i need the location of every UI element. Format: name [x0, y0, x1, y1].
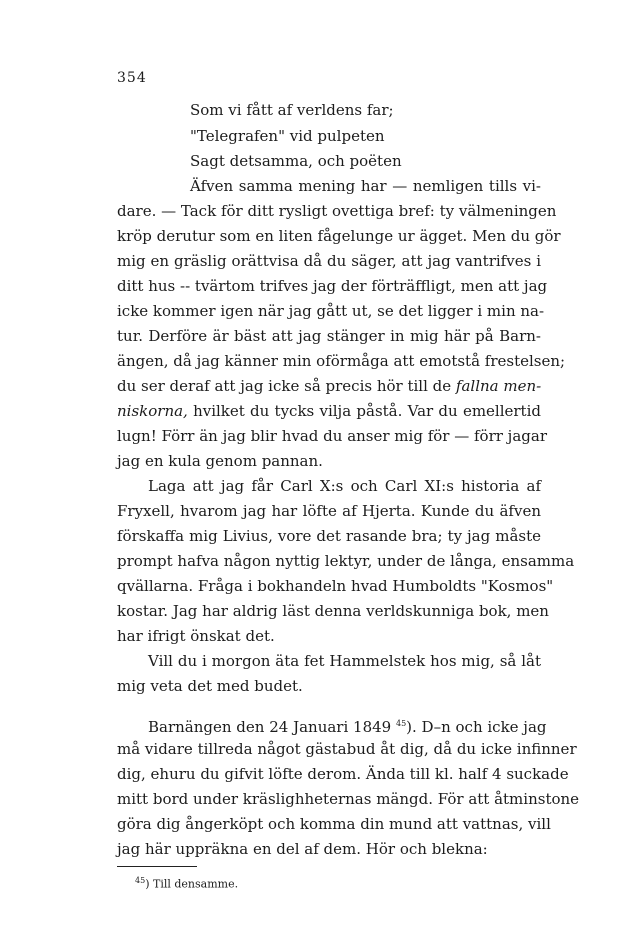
- text-line: mig veta det med budet.: [117, 677, 303, 695]
- text-line: må vidare tillreda något gästabud åt dig, då du icke infinner: [117, 740, 577, 758]
- text-line: du ser deraf att jag icke så precis hör till de fallna men-: [117, 377, 542, 395]
- text-line: mig en gräslig orättvisa då du säger, att jag vantrifves i: [117, 252, 541, 270]
- text-line: icke kommer igen när jag gått ut, se det ligger i min na-: [117, 302, 545, 320]
- text-line: Laga att jag får Carl X:s och Carl XI:s historia af: [148, 477, 541, 495]
- verse-line: Äfven samma mening har — nemligen tills vi-: [190, 177, 541, 195]
- text-line: dig, ehuru du gifvit löfte derom. Ända till kl. half 4 suckade: [117, 765, 569, 783]
- verse-line: Sagt detsamma, och poëten: [190, 152, 402, 170]
- verse-line: Som vi fått af verldens far;: [190, 101, 394, 119]
- text-line: kostar. Jag har aldrig läst denna verldskunniga bok, men: [117, 602, 549, 620]
- footnote-reference: 45: [395, 719, 407, 728]
- text-line: kröp derutur som en liten fågelunge ur ägget. Men du gör: [117, 227, 561, 245]
- text-line: niskorna, hvilket du tycks vilja påstå. Var du emellertid: [117, 402, 541, 420]
- text-line: jag en kula genom pannan.: [117, 452, 323, 470]
- text-line: förskaffa mig Livius, vore det rasande bra; ty jag måste: [117, 527, 541, 545]
- text-line: ditt hus -- tvärtom trifves jag der förträffligt, men att jag: [117, 277, 548, 295]
- text-line: qvällarna. Fråga i bokhandeln hvad Humboldts "Kosmos": [117, 577, 554, 595]
- text-line: göra dig ångerköpt och komma din mund att vattnas, vill: [117, 815, 551, 833]
- footnote-divider: [117, 866, 197, 867]
- text-line: Barnängen den 24 Januari 1849 $^{45}$). D–n och icke jag: [148, 718, 547, 736]
- text-line: Fryxell, hvarom jag har löfte af Hjerta. Kunde du äfven: [117, 502, 541, 520]
- italic-phrase: fallna men-: [455, 377, 542, 395]
- text-line: Vill du i morgon äta fet Hammelstek hos mig, så låt: [148, 652, 541, 670]
- text-line: jag här uppräkna en del af dem. Hör och blekna:: [117, 840, 488, 858]
- text-line: ängen, då jag känner min oförmåga att emotstå frestelsen;: [117, 352, 566, 370]
- text-line: dare. — Tack för ditt rysligt ovettiga bref: ty välmeningen: [117, 202, 557, 220]
- text-line: lugn! Förr än jag blir hvad du anser mig för — förr jagar: [117, 427, 547, 445]
- text-line: mitt bord under kräslighheternas mängd. För att åtminstone: [117, 790, 580, 808]
- text-line: har ifrigt önskat det.: [117, 627, 275, 645]
- text-line: prompt hafva någon nyttig lektyr, under de långa, ensamma: [117, 552, 575, 570]
- verse-line: "Telegrafen" vid pulpeten: [190, 127, 385, 145]
- italic-phrase: niskorna,: [117, 402, 188, 420]
- footnote-marker: 45: [135, 876, 146, 885]
- text-line: tur. Derföre är bäst att jag stänger in mig här på Barn-: [117, 327, 541, 345]
- page-number: 354: [117, 70, 147, 86]
- footnote: $^{45}$) Till densamme.: [135, 876, 239, 891]
